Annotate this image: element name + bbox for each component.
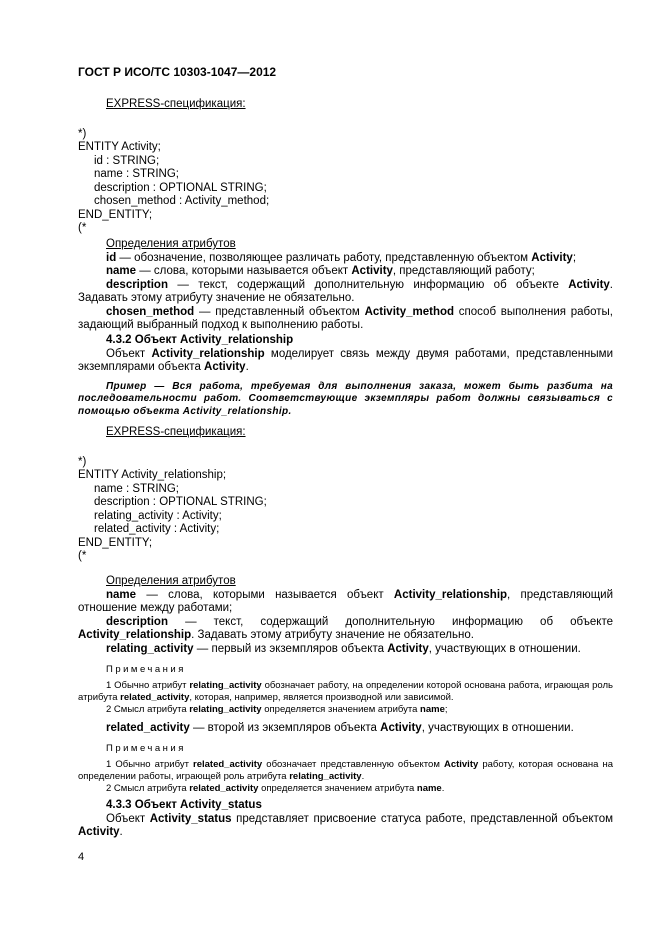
- notes-block-2: [78, 743, 613, 795]
- code-line: (*: [78, 222, 87, 234]
- related-activity-block: [78, 722, 613, 736]
- express-spec-title: EXPRESS-спецификация:: [106, 426, 246, 438]
- code-line: id : STRING;: [94, 154, 160, 167]
- express-code-2: [78, 456, 613, 564]
- attr-defs-title: Определения атрибутов: [106, 238, 236, 250]
- notes-label: Примечания: [106, 664, 186, 675]
- note-item: 2 Смысл атрибута relating_activity определяется значением атрибута name;: [106, 704, 448, 715]
- note-item: 1 Обычно атрибут related_activity обозначает представленную объектом Activity работу, которая основана на определении работы, играющей роль атрибута relating_activity.: [78, 759, 613, 782]
- section-paragraph: Объект Activity_relationship моделирует связь между двумя работами, представленными экземплярами объекта Activity.: [78, 347, 613, 373]
- express-code-1: [78, 128, 613, 236]
- express-spec-2: [78, 426, 613, 564]
- attr-description-def: description — текст, содержащий дополнительную информацию об объекте Activity. Задавать этому атрибуту значение не обязательно.: [78, 278, 613, 304]
- section-4-3-3: [78, 799, 613, 840]
- code-line: END_ENTITY;: [78, 208, 153, 221]
- attr-name-def: name — слова, которыми называется объект Activity, представляющий работу;: [106, 265, 535, 277]
- code-line: related_activity : Activity;: [94, 523, 220, 535]
- attr-related-activity-def: related_activity — второй из экземпляров объекта Activity, участвующих в отношении.: [106, 722, 574, 734]
- example-paragraph: Пример — Вся работа, требуемая для выполнения заказа, может быть разбита на последовательности работ. Соответствующие экземпляры работ должны связываться с помощью объекта Activity_relationship.: [78, 380, 613, 417]
- code-line: name : STRING;: [94, 482, 179, 495]
- page-number: 4: [78, 851, 85, 863]
- attr-relating-activity-def: relating_activity — первый из экземпляров объекта Activity, участвующих в отношении.: [106, 642, 581, 655]
- code-line: *): [78, 127, 87, 140]
- express-spec-1: [78, 98, 613, 236]
- section-heading: 4.3.3 Объект Activity_status: [106, 799, 262, 811]
- section-heading: 4.3.2 Объект Activity_relationship: [106, 334, 294, 346]
- code-line: description : OPTIONAL STRING;: [94, 181, 267, 194]
- code-line: description : OPTIONAL STRING;: [94, 496, 267, 508]
- attr-id-def: id — обозначение, позволяющее различать работу, представленную объектом Activity;: [106, 251, 577, 264]
- note-item: 1 Обычно атрибут relating_activity обозначает работу, на определении которой основана работа, играющая роль атрибута related_activity, которая, например, является производной или зависимой.: [78, 680, 613, 703]
- code-line: (*: [78, 550, 87, 562]
- code-line: name : STRING;: [94, 168, 179, 180]
- note-item: 2 Смысл атрибута related_activity определяется значением атрибута name.: [106, 783, 445, 794]
- attr-chosen-method-def: chosen_method — представленный объектом Activity_method способ выполнения работы, задающий выбранный подход к выполнению работы.: [78, 305, 613, 331]
- code-line: END_ENTITY;: [78, 536, 153, 549]
- notes-block-1: [78, 664, 613, 716]
- code-line: chosen_method : Activity_method;: [94, 195, 270, 207]
- code-line: *): [78, 455, 87, 468]
- attribute-definitions-1: [78, 238, 613, 333]
- code-line: ENTITY Activity;: [78, 141, 161, 153]
- section-paragraph: Объект Activity_status представляет присвоение статуса работе, представленной объектом Activity.: [78, 812, 613, 838]
- attr-defs-title: Определения атрибутов: [106, 575, 236, 587]
- document-header: ГОСТ Р ИСО/ТС 10303-1047—2012: [78, 65, 277, 79]
- express-spec-title: EXPRESS-спецификация:: [106, 98, 246, 110]
- attribute-definitions-2: [78, 575, 613, 656]
- section-4-3-2: [78, 334, 613, 418]
- code-line: relating_activity : Activity;: [94, 509, 222, 522]
- code-line: ENTITY Activity_relationship;: [78, 469, 227, 481]
- notes-label: Примечания: [106, 743, 186, 754]
- attr-description-def: description — текст, содержащий дополнительную информацию об объекте Activity_relationship. Задавать этому атрибуту значение не обязательно.: [78, 615, 613, 641]
- attr-name-def: name — слова, которыми называется объект Activity_relationship, представляющий отношение между работами;: [78, 588, 614, 614]
